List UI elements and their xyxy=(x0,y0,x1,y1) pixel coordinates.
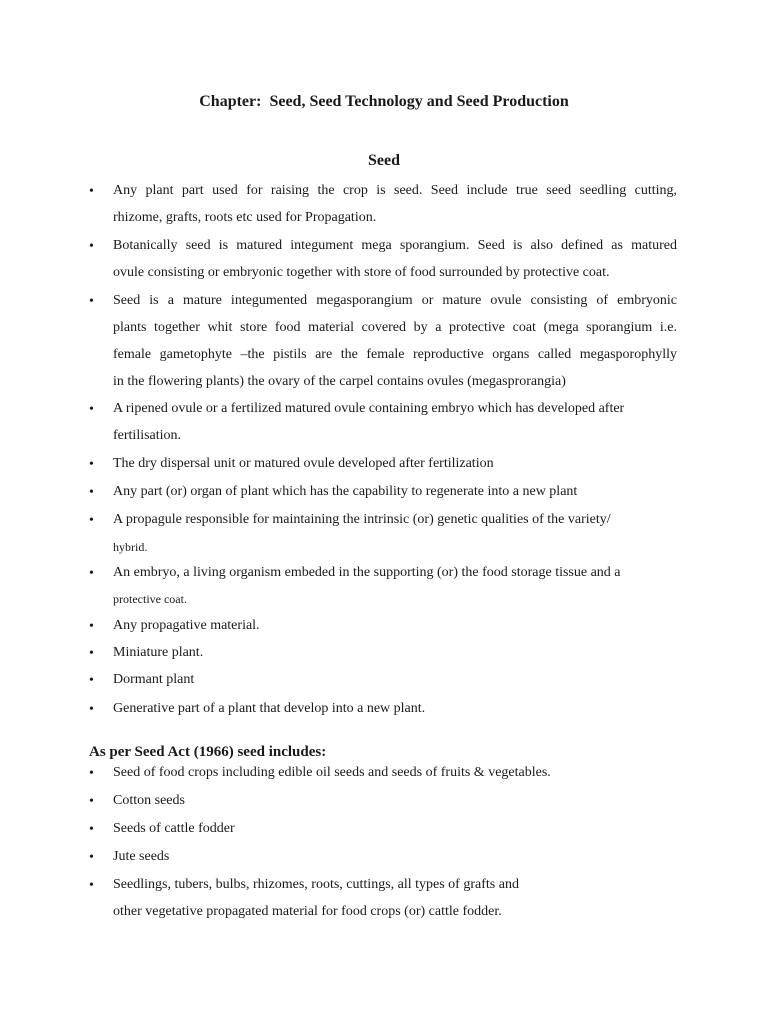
seed-item-11: Dormant plant xyxy=(113,672,195,687)
seed-item-12: Generative part of a plant that develop into a new plant. xyxy=(113,701,426,716)
bullet-icon: • xyxy=(89,850,94,865)
bullet-icon: • xyxy=(89,513,94,528)
seed-item-3-line-1: Seed is a mature integumented megasporangium or mature ovule consisting of embryonic xyxy=(113,293,677,308)
seed-item-1-line-1: Any plant part used for raising the crop is seed. Seed include true seed seedling cutting, xyxy=(113,183,677,198)
seed-act-item-4: Jute seeds xyxy=(113,849,170,864)
seed-act-item-5-line-1: Seedlings, tubers, bulbs, rhizomes, roots, cuttings, all types of grafts and xyxy=(113,877,519,892)
bullet-icon: • xyxy=(89,822,94,837)
seed-item-3-line-2: plants together whit store food material covered by a protective coat (mega sporangium i.e. xyxy=(113,320,677,335)
seed-act-heading: As per Seed Act (1966) seed includes: xyxy=(89,744,327,760)
bullet-icon: • xyxy=(89,673,94,688)
seed-item-1-line-2: rhizome, grafts, roots etc used for Propagation. xyxy=(113,210,377,225)
bullet-icon: • xyxy=(89,794,94,809)
bullet-icon: • xyxy=(89,766,94,781)
seed-act-item-3: Seeds of cattle fodder xyxy=(113,821,235,836)
bullet-icon: • xyxy=(89,878,94,893)
bullet-icon: • xyxy=(89,485,94,500)
bullet-icon: • xyxy=(89,402,94,417)
section-title-seed: Seed xyxy=(368,152,400,169)
seed-item-5: The dry dispersal unit or matured ovule developed after fertilization xyxy=(113,456,494,471)
seed-item-3-line-3: female gametophyte –the pistils are the female reproductive organs called megasporophylly xyxy=(113,347,677,362)
seed-act-item-5-line-2: other vegetative propagated material for food crops (or) cattle fodder. xyxy=(113,904,502,919)
bullet-icon: • xyxy=(89,239,94,254)
seed-item-6: Any part (or) organ of plant which has the capability to regenerate into a new plant xyxy=(113,484,578,499)
seed-item-4-line-2: fertilisation. xyxy=(113,428,182,443)
seed-item-7-line-2: hybrid. xyxy=(113,540,148,554)
seed-act-item-2: Cotton seeds xyxy=(113,793,185,808)
seed-item-9: Any propagative material. xyxy=(113,618,260,633)
seed-item-2-line-1: Botanically seed is matured integument mega sporangium. Seed is also defined as matured xyxy=(113,238,677,253)
bullet-icon: • xyxy=(89,619,94,634)
chapter-title: Chapter: Seed, Seed Technology and Seed Production xyxy=(199,93,569,110)
bullet-icon: • xyxy=(89,702,94,717)
seed-item-2-line-2: ovule consisting or embryonic together with store of food surrounded by protective coat. xyxy=(113,265,610,280)
bullet-icon: • xyxy=(89,294,94,309)
seed-item-7-line-1: A propagule responsible for maintaining the intrinsic (or) genetic qualities of the variety/ xyxy=(113,512,611,527)
seed-item-10: Miniature plant. xyxy=(113,645,204,660)
seed-item-4-line-1: A ripened ovule or a fertilized matured ovule containing embryo which has developed after xyxy=(113,401,625,416)
bullet-icon: • xyxy=(89,566,94,581)
seed-item-8-line-2: protective coat. xyxy=(113,592,187,606)
bullet-icon: • xyxy=(89,646,94,661)
bullet-icon: • xyxy=(89,457,94,472)
seed-item-8-line-1: An embryo, a living organism embeded in the supporting (or) the food storage tissue and a xyxy=(113,565,621,580)
seed-item-3-line-4: in the flowering plants) the ovary of the carpel contains ovules (megasprorangia) xyxy=(113,374,566,389)
seed-act-item-1: Seed of food crops including edible oil seeds and seeds of fruits & vegetables. xyxy=(113,765,551,780)
bullet-icon: • xyxy=(89,184,94,199)
